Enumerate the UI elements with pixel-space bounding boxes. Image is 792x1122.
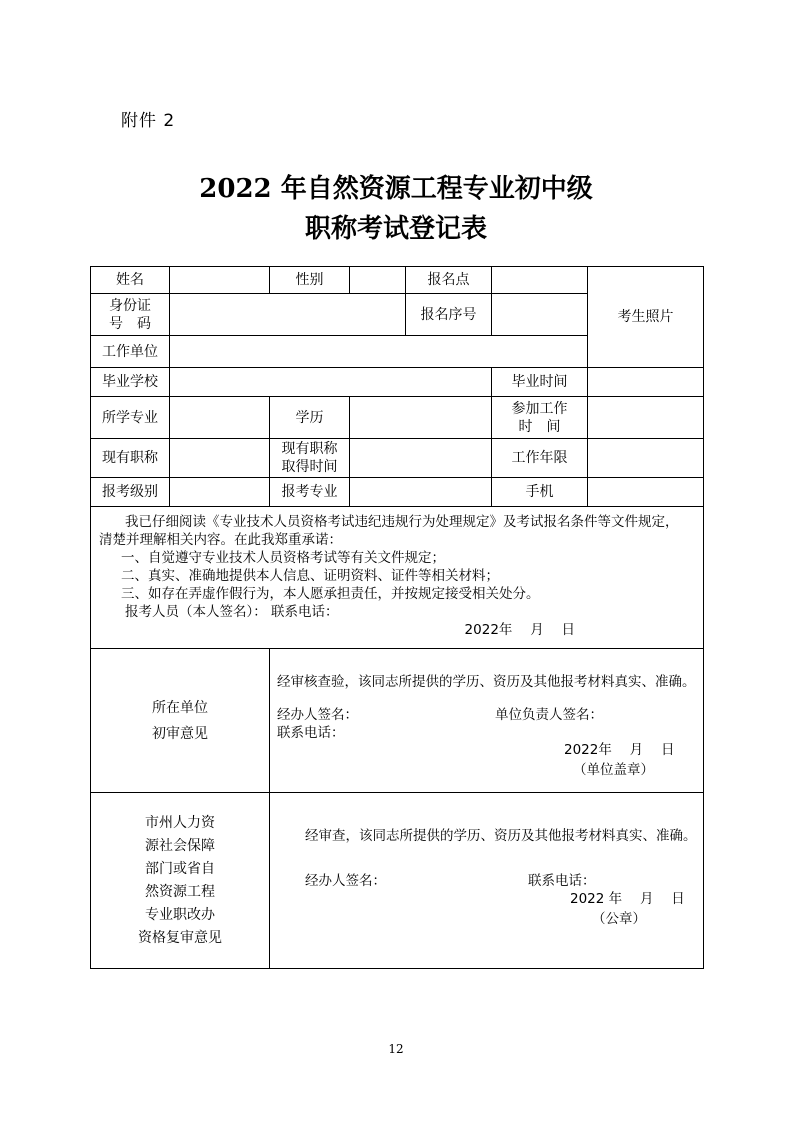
- phone-label: 手机: [492, 478, 588, 507]
- exam-major-field[interactable]: [350, 478, 492, 507]
- registration-form-table: [90, 266, 704, 969]
- city-review-line1: 市州人力资: [145, 814, 215, 831]
- pledge-item1: 一、自觉遵守专业技术人员资格考试等有关文件规定；: [121, 550, 445, 566]
- reg-no-field[interactable]: [492, 294, 588, 336]
- city-review-line6: 资格复审意见: [138, 929, 222, 946]
- id-number-field[interactable]: [170, 294, 406, 336]
- major-label: 所学专业: [91, 397, 170, 439]
- city-review-line3: 部门或省自: [145, 860, 215, 877]
- title-time-field[interactable]: [350, 439, 492, 478]
- grad-time-field[interactable]: [588, 368, 704, 397]
- gender-field[interactable]: [350, 267, 406, 294]
- pledge-date: 2022年 月 日: [464, 622, 575, 638]
- pledge-item3: 三、如存在弄虚作假行为，本人愿承担责任，并按规定接受相关处分。: [121, 586, 540, 602]
- city-review-line5: 专业职改办: [145, 906, 215, 923]
- city-review-date: 2022 年 月 日: [570, 891, 685, 907]
- title-time-line2: 取得时间: [281, 459, 338, 475]
- unit-review-statement: 经审核查验，该同志所提供的学历、资历及其他报考材料真实、准确。: [277, 674, 696, 690]
- work-start-label: [492, 397, 588, 439]
- grad-time-label: 毕业时间: [492, 368, 588, 397]
- pledge-signer[interactable]: 报考人员（本人签名）：: [125, 604, 267, 620]
- form-title-line1: 2022 年自然资源工程专业初中级: [199, 174, 593, 204]
- city-review-statement: 经审查，该同志所提供的学历、资历及其他报考材料真实、准确。: [305, 828, 697, 844]
- city-review-line2: 源社会保障: [145, 837, 215, 854]
- major-field[interactable]: [170, 397, 270, 439]
- city-handler-signature[interactable]: 经办人签名：: [305, 873, 386, 889]
- unit-seal: （单位盖章）: [573, 762, 654, 778]
- exam-level-field[interactable]: [170, 478, 270, 507]
- education-label: 学历: [270, 397, 350, 439]
- city-review-content[interactable]: [270, 793, 704, 969]
- education-field[interactable]: [350, 397, 492, 439]
- title-time-line1: 现有职称: [281, 441, 338, 457]
- exam-major-label: 报考专业: [270, 478, 350, 507]
- title-time-label: [270, 439, 350, 478]
- city-seal: （公章）: [592, 911, 646, 927]
- unit-review-date: 2022年 月 日: [564, 742, 675, 758]
- unit-contact[interactable]: 联系电话：: [277, 725, 345, 741]
- reg-no-label: 报名序号: [406, 294, 492, 336]
- current-title-label: 现有职称: [91, 439, 170, 478]
- unit-handler-signature[interactable]: 经办人签名：: [277, 707, 358, 723]
- unit-review-line1: 所在单位: [152, 699, 208, 716]
- pledge-intro2: 清楚并理解相关内容。在此我郑重承诺：: [99, 532, 342, 548]
- work-start-field[interactable]: [588, 397, 704, 439]
- work-unit-field[interactable]: [170, 336, 588, 368]
- work-years-label: 工作年限: [492, 439, 588, 478]
- city-review-label: [91, 793, 270, 969]
- gender-label: 性别: [270, 267, 350, 294]
- unit-review-line2: 初审意见: [152, 725, 208, 742]
- pledge-intro: 我已仔细阅读《专业技术人员资格考试违纪违规行为处理规定》及考试报名条件等文件规定，: [125, 514, 679, 530]
- photo-box[interactable]: 考生照片: [588, 267, 704, 368]
- id-label-line1: 身份证: [109, 297, 151, 314]
- attachment-label: 附件 2: [121, 111, 176, 131]
- work-start-line1: 参加工作: [511, 400, 568, 417]
- exam-site-field[interactable]: [492, 267, 588, 294]
- unit-review-label: [91, 649, 270, 793]
- exam-site-label: 报名点: [406, 267, 492, 294]
- exam-level-label: 报考级别: [91, 478, 170, 507]
- school-field[interactable]: [170, 368, 492, 397]
- phone-field[interactable]: [588, 478, 704, 507]
- name-field[interactable]: [170, 267, 270, 294]
- pledge-item2: 二、真实、准确地提供本人信息、证明资料、证件等相关材料；: [121, 568, 499, 584]
- pledge-section: [91, 507, 704, 649]
- unit-leader-signature[interactable]: 单位负责人签名：: [495, 707, 603, 723]
- city-review-line4: 然资源工程: [145, 883, 215, 900]
- page-number: 12: [388, 1042, 404, 1056]
- city-contact[interactable]: 联系电话：: [528, 873, 596, 889]
- pledge-contact[interactable]: 联系电话：: [271, 604, 339, 620]
- work-unit-label: 工作单位: [91, 336, 170, 368]
- school-label: 毕业学校: [91, 368, 170, 397]
- current-title-field[interactable]: [170, 439, 270, 478]
- work-start-line2: 时 间: [518, 418, 561, 435]
- form-title-line2: 职称考试登记表: [304, 214, 487, 244]
- unit-review-content[interactable]: [270, 649, 704, 793]
- id-label-line2: 号 码: [109, 315, 151, 332]
- name-label: 姓名: [91, 267, 170, 294]
- work-years-field[interactable]: [588, 439, 704, 478]
- id-number-label: [91, 294, 170, 336]
